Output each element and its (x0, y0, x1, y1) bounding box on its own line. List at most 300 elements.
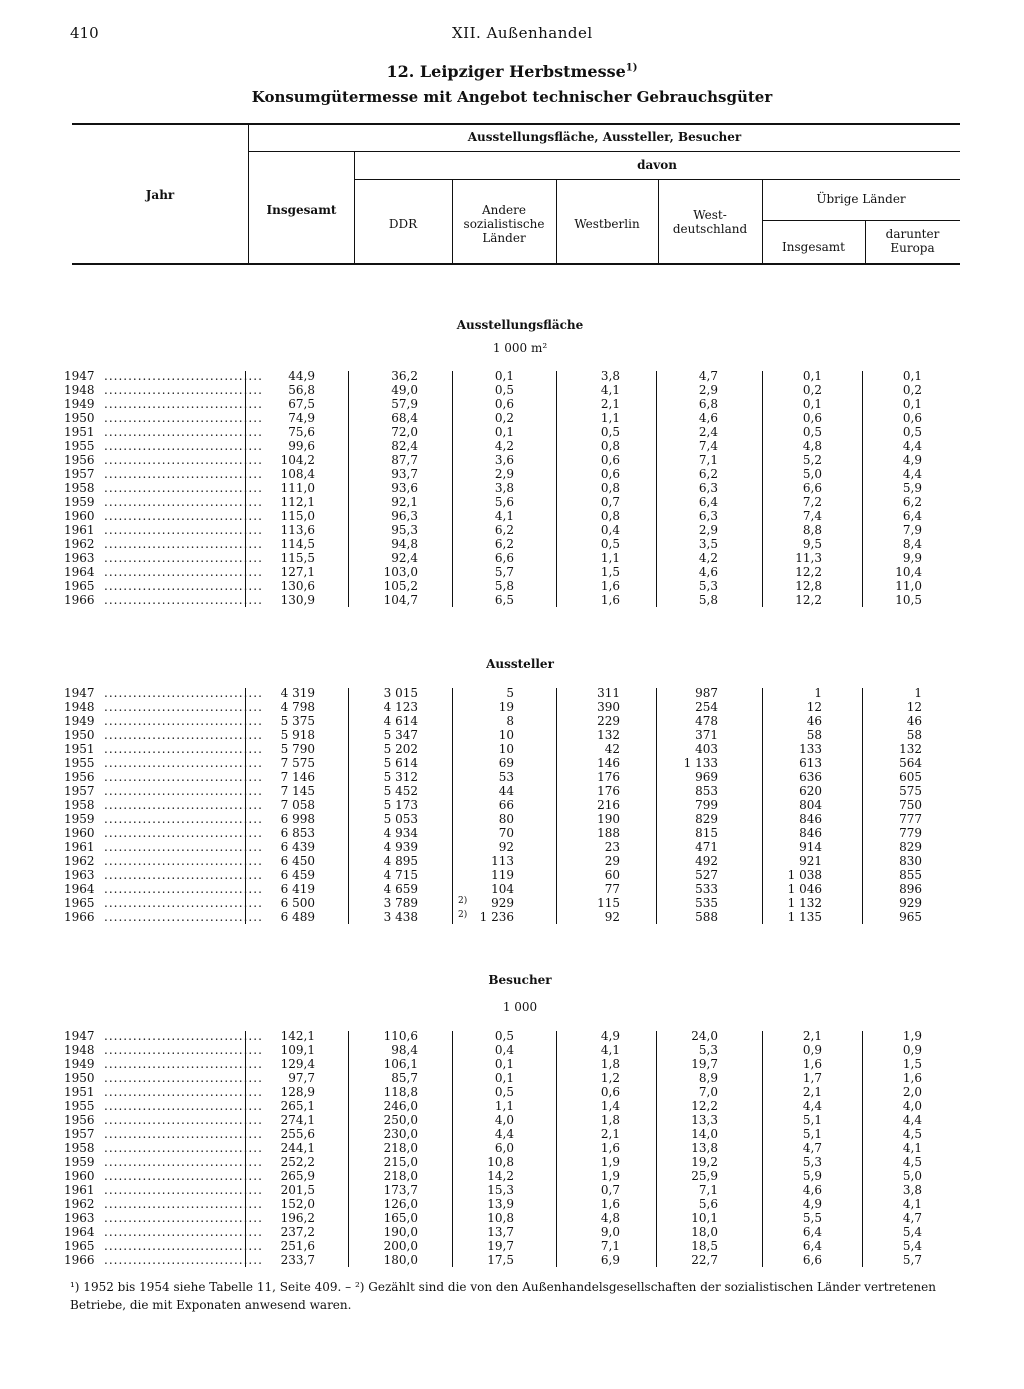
row-year: 1965 (64, 579, 95, 593)
cell-insgesamt: 130,6 (280, 579, 315, 593)
cell-andere-sozialistische-laender: 53 (498, 770, 514, 784)
cell-uebrige-insgesamt: 1 (814, 686, 822, 700)
leader-dots: ................................. (104, 854, 263, 868)
cell-andere-sozialistische-laender: 1,1 (494, 1099, 514, 1113)
row-year: 1947 (64, 369, 95, 383)
cell-westdeutschland: 403 (695, 742, 718, 756)
cell-uebrige-insgesamt: 12 (806, 700, 822, 714)
cell-uebrige-insgesamt: 4,6 (802, 1183, 822, 1197)
cell-darunter-europa: 1,6 (902, 1071, 922, 1085)
leader-dots: ................................. (104, 1253, 263, 1267)
cell-westdeutschland: 5,8 (698, 593, 718, 607)
cell-ddr: 106,1 (383, 1057, 418, 1071)
cell-ddr: 94,8 (391, 537, 418, 551)
cell-darunter-europa: 5,0 (902, 1169, 922, 1183)
cell-westberlin: 0,8 (600, 439, 620, 453)
cell-uebrige-insgesamt: 0,1 (802, 397, 822, 411)
cell-darunter-europa: 5,4 (902, 1239, 922, 1253)
cell-insgesamt: 115,5 (280, 551, 315, 565)
cell-insgesamt: 127,1 (280, 565, 315, 579)
cell-westdeutschland: 853 (695, 784, 718, 798)
cell-andere-sozialistische-laender: 6,0 (494, 1141, 514, 1155)
table-row (60, 770, 960, 784)
table-row (60, 854, 960, 868)
cell-insgesamt: 75,6 (288, 425, 315, 439)
cell-uebrige-insgesamt: 4,8 (802, 439, 822, 453)
cell-westdeutschland: 2,9 (698, 383, 718, 397)
cell-ddr: 218,0 (383, 1169, 418, 1183)
cell-westdeutschland: 18,5 (691, 1239, 718, 1253)
cell-insgesamt: 142,1 (280, 1029, 315, 1043)
cell-westberlin: 1,6 (600, 1141, 620, 1155)
cell-insgesamt: 4 798 (280, 700, 315, 714)
cell-westberlin: 1,1 (600, 411, 620, 425)
cell-darunter-europa: 7,9 (902, 523, 922, 537)
cell-ddr: 93,6 (391, 481, 418, 495)
row-year: 1948 (64, 1043, 95, 1057)
table-row (60, 1183, 960, 1197)
table-row (60, 1043, 960, 1057)
cell-ddr: 3 438 (383, 910, 418, 924)
cell-westberlin: 1,1 (600, 551, 620, 565)
leader-dots: ................................. (104, 467, 263, 481)
cell-uebrige-insgesamt: 613 (799, 756, 822, 770)
cell-westdeutschland: 4,6 (698, 565, 718, 579)
cell-andere-sozialistische-laender: 0,1 (494, 1071, 514, 1085)
cell-andere-sozialistische-laender: 17,5 (487, 1253, 514, 1267)
cell-ddr: 215,0 (383, 1155, 418, 1169)
cell-andere-sozialistische-laender: 113 (491, 854, 514, 868)
cell-ddr: 87,7 (391, 453, 418, 467)
cell-insgesamt: 6 853 (280, 826, 315, 840)
cell-andere-sozialistische-laender: 1 236 (479, 910, 514, 924)
cell-andere-sozialistische-laender: 14,2 (487, 1169, 514, 1183)
cell-insgesamt: 6 489 (280, 910, 315, 924)
cell-westberlin: 0,6 (600, 453, 620, 467)
cell-uebrige-insgesamt: 58 (806, 728, 822, 742)
cell-westdeutschland: 13,3 (691, 1113, 718, 1127)
cell-ddr: 96,3 (391, 509, 418, 523)
cell-westberlin: 1,9 (600, 1169, 620, 1183)
cell-ddr: 5 053 (383, 812, 418, 826)
cell-uebrige-insgesamt: 7,2 (802, 495, 822, 509)
cell-westberlin: 2,1 (600, 1127, 620, 1141)
cell-darunter-europa: 4,4 (902, 439, 922, 453)
table-row (60, 509, 960, 523)
cell-insgesamt: 67,5 (288, 397, 315, 411)
leader-dots: ................................. (104, 1197, 263, 1211)
cell-westdeutschland: 8,9 (698, 1071, 718, 1085)
table-row (60, 882, 960, 896)
leader-dots: ................................. (104, 700, 263, 714)
cell-darunter-europa: 2,0 (902, 1085, 922, 1099)
cell-westberlin: 1,6 (600, 579, 620, 593)
header-west-line: West- (693, 208, 727, 222)
cell-westberlin: 176 (597, 784, 620, 798)
cell-darunter-europa: 6,4 (902, 509, 922, 523)
row-year: 1962 (64, 1197, 95, 1211)
cell-westberlin: 1,4 (600, 1099, 620, 1113)
cell-westdeutschland: 987 (695, 686, 718, 700)
table-row (60, 784, 960, 798)
cell-westdeutschland: 815 (695, 826, 718, 840)
cell-insgesamt: 130,9 (280, 593, 315, 607)
row-year: 1950 (64, 411, 95, 425)
table-row (60, 439, 960, 453)
row-year: 1964 (64, 1225, 95, 1239)
cell-westdeutschland: 4,6 (698, 411, 718, 425)
cell-westdeutschland: 5,3 (698, 579, 718, 593)
cell-insgesamt: 233,7 (280, 1253, 315, 1267)
row-year: 1958 (64, 1141, 95, 1155)
leader-dots: ................................. (104, 593, 263, 607)
leader-dots: ................................. (104, 728, 263, 742)
cell-ddr: 104,7 (383, 593, 418, 607)
row-year: 1957 (64, 1127, 95, 1141)
cell-ddr: 230,0 (383, 1127, 418, 1141)
leader-dots: ................................. (104, 1183, 263, 1197)
row-year: 1951 (64, 742, 95, 756)
cell-insgesamt: 6 459 (280, 868, 315, 882)
cell-darunter-europa: 965 (899, 910, 922, 924)
cell-ddr: 180,0 (383, 1253, 418, 1267)
cell-ddr: 36,2 (391, 369, 418, 383)
cell-andere-sozialistische-laender: 0,1 (494, 369, 514, 383)
leader-dots: ................................. (104, 1141, 263, 1155)
cell-westdeutschland: 492 (695, 854, 718, 868)
cell-ddr: 95,3 (391, 523, 418, 537)
cell-insgesamt: 251,6 (280, 1239, 315, 1253)
row-year: 1960 (64, 509, 95, 523)
table-row (60, 1239, 960, 1253)
cell-andere-sozialistische-laender: 92 (498, 840, 514, 854)
header-jahr: Jahr (145, 188, 175, 202)
header-darunter-line: darunter (885, 227, 940, 241)
cell-westdeutschland: 14,0 (691, 1127, 718, 1141)
cell-insgesamt: 6 419 (280, 882, 315, 896)
leader-dots: ................................. (104, 397, 263, 411)
leader-dots: ................................. (104, 742, 263, 756)
cell-insgesamt: 5 375 (280, 714, 315, 728)
cell-uebrige-insgesamt: 12,2 (795, 593, 822, 607)
leader-dots: ................................. (104, 481, 263, 495)
cell-westdeutschland: 588 (695, 910, 718, 924)
cell-andere-sozialistische-laender: 8 (506, 714, 514, 728)
row-year: 1966 (64, 910, 95, 924)
row-year: 1958 (64, 798, 95, 812)
cell-ddr: 218,0 (383, 1141, 418, 1155)
table-row (60, 1099, 960, 1113)
leader-dots: ................................. (104, 1029, 263, 1043)
cell-insgesamt: 274,1 (280, 1113, 315, 1127)
cell-uebrige-insgesamt: 12,2 (795, 565, 822, 579)
cell-insgesamt: 152,0 (280, 1197, 315, 1211)
cell-westdeutschland: 471 (695, 840, 718, 854)
cell-darunter-europa: 750 (899, 798, 922, 812)
row-year: 1949 (64, 397, 95, 411)
cell-ddr: 82,4 (391, 439, 418, 453)
cell-westberlin: 1,2 (600, 1071, 620, 1085)
table-row (60, 495, 960, 509)
cell-westdeutschland: 5,3 (698, 1043, 718, 1057)
cell-insgesamt: 7 146 (280, 770, 315, 784)
table-row (60, 1071, 960, 1085)
row-year: 1965 (64, 896, 95, 910)
cell-westdeutschland: 6,3 (698, 481, 718, 495)
table-row (60, 700, 960, 714)
leader-dots: ................................. (104, 826, 263, 840)
cell-ddr: 5 452 (383, 784, 418, 798)
cell-insgesamt: 252,2 (280, 1155, 315, 1169)
row-year: 1966 (64, 593, 95, 607)
table-row (60, 1141, 960, 1155)
header-uebrige-rule (762, 220, 960, 221)
cell-uebrige-insgesamt: 921 (799, 854, 822, 868)
table-row (60, 910, 960, 924)
leader-dots: ................................. (104, 714, 263, 728)
row-year: 1956 (64, 1113, 95, 1127)
cell-andere-sozialistische-laender: 5,8 (494, 579, 514, 593)
section-unit: 1 000 m² (492, 341, 548, 355)
cell-westdeutschland: 12,2 (691, 1099, 718, 1113)
table-row (60, 686, 960, 700)
leader-dots: ................................. (104, 770, 263, 784)
header-uebrige: Übrige Länder (816, 192, 906, 206)
row-year: 1951 (64, 1085, 95, 1099)
cell-uebrige-insgesamt: 5,0 (802, 467, 822, 481)
header-darunter-line: Europa (890, 241, 935, 255)
cell-westberlin: 1,8 (600, 1113, 620, 1127)
cell-darunter-europa: 4,9 (902, 453, 922, 467)
row-year: 1955 (64, 1099, 95, 1113)
table-row (60, 1169, 960, 1183)
cell-insgesamt: 115,0 (280, 509, 315, 523)
cell-westberlin: 92 (604, 910, 620, 924)
cell-darunter-europa: 4,1 (902, 1141, 922, 1155)
leader-dots: ................................. (104, 840, 263, 854)
row-year: 1961 (64, 840, 95, 854)
cell-darunter-europa: 58 (906, 728, 922, 742)
cell-ddr: 190,0 (383, 1225, 418, 1239)
cell-uebrige-insgesamt: 0,9 (802, 1043, 822, 1057)
cell-insgesamt: 6 439 (280, 840, 315, 854)
cell-westberlin: 229 (597, 714, 620, 728)
leader-dots: ................................. (104, 1043, 263, 1057)
cell-ddr: 3 015 (383, 686, 418, 700)
table-row (60, 383, 960, 397)
cell-westdeutschland: 13,8 (691, 1141, 718, 1155)
cell-ddr: 103,0 (383, 565, 418, 579)
cell-andere-sozialistische-laender: 6,2 (494, 523, 514, 537)
cell-andere-sozialistische-laender: 4,0 (494, 1113, 514, 1127)
cell-ddr: 72,0 (391, 425, 418, 439)
cell-andere-sozialistische-laender: 4,2 (494, 439, 514, 453)
cell-uebrige-insgesamt: 7,4 (802, 509, 822, 523)
table-row (60, 369, 960, 383)
table-row (60, 453, 960, 467)
cell-westberlin: 4,1 (600, 383, 620, 397)
cell-westdeutschland: 7,0 (698, 1085, 718, 1099)
cell-andere-sozialistische-laender: 44 (498, 784, 514, 798)
cell-westberlin: 190 (597, 812, 620, 826)
cell-andere-sozialistische-laender: 70 (498, 826, 514, 840)
cell-darunter-europa: 0,1 (902, 397, 922, 411)
cell-ddr: 105,2 (383, 579, 418, 593)
cell-andere-sozialistische-laender: 5,7 (494, 565, 514, 579)
leader-dots: ................................. (104, 495, 263, 509)
table-row (60, 537, 960, 551)
cell-darunter-europa: 5,9 (902, 481, 922, 495)
cell-andere-sozialistische-laender: 6,6 (494, 551, 514, 565)
cell-westberlin: 1,6 (600, 593, 620, 607)
cell-westberlin: 0,6 (600, 1085, 620, 1099)
leader-dots: ................................. (104, 411, 263, 425)
row-year: 1963 (64, 551, 95, 565)
cell-insgesamt: 56,8 (288, 383, 315, 397)
cell-ddr: 68,4 (391, 411, 418, 425)
header-group: Ausstellungsfläche, Aussteller, Besucher (467, 130, 742, 144)
row-year: 1959 (64, 1155, 95, 1169)
row-year: 1964 (64, 882, 95, 896)
header-divider (248, 125, 249, 263)
cell-ddr: 92,4 (391, 551, 418, 565)
cell-westberlin: 4,8 (600, 1211, 620, 1225)
row-year: 1948 (64, 383, 95, 397)
section-title: Aussteller (486, 657, 554, 671)
table-row (60, 868, 960, 882)
header-group-rule (249, 151, 960, 152)
leader-dots: ................................. (104, 579, 263, 593)
cell-westberlin: 0,5 (600, 537, 620, 551)
cell-insgesamt: 104,2 (280, 453, 315, 467)
table-row (60, 579, 960, 593)
cell-insgesamt: 6 998 (280, 812, 315, 826)
cell-ddr: 5 614 (383, 756, 418, 770)
cell-darunter-europa: 10,5 (895, 593, 922, 607)
row-year: 1950 (64, 1071, 95, 1085)
cell-westberlin: 390 (597, 700, 620, 714)
cell-andere-sozialistische-laender: 2,9 (494, 467, 514, 481)
cell-insgesamt: 5 790 (280, 742, 315, 756)
cell-uebrige-insgesamt: 2,1 (802, 1085, 822, 1099)
table-row (60, 896, 960, 910)
row-year: 1966 (64, 1253, 95, 1267)
leader-dots: ................................. (104, 1127, 263, 1141)
cell-darunter-europa: 830 (899, 854, 922, 868)
cell-westberlin: 9,0 (600, 1225, 620, 1239)
cell-darunter-europa: 4,1 (902, 1197, 922, 1211)
leader-dots: ................................. (104, 1113, 263, 1127)
table-title (0, 62, 1024, 81)
cell-andere-sozialistische-laender: 13,9 (487, 1197, 514, 1211)
cell-uebrige-insgesamt: 5,3 (802, 1155, 822, 1169)
cell-westdeutschland: 371 (695, 728, 718, 742)
cell-darunter-europa: 1 (914, 686, 922, 700)
cell-andere-sozialistische-laender: 10,8 (487, 1155, 514, 1169)
cell-ddr: 3 789 (383, 896, 418, 910)
cell-westdeutschland: 254 (695, 700, 718, 714)
row-year: 1957 (64, 784, 95, 798)
cell-uebrige-insgesamt: 9,5 (802, 537, 822, 551)
row-year: 1964 (64, 565, 95, 579)
cell-insgesamt: 7 145 (280, 784, 315, 798)
cell-westdeutschland: 25,9 (691, 1169, 718, 1183)
leader-dots: ................................. (104, 369, 263, 383)
cell-westdeutschland: 2,9 (698, 523, 718, 537)
cell-andere-sozialistische-laender: 3,8 (494, 481, 514, 495)
cell-westberlin: 4,9 (600, 1029, 620, 1043)
cell-insgesamt: 128,9 (280, 1085, 315, 1099)
table-row (60, 812, 960, 826)
cell-darunter-europa: 4,4 (902, 1113, 922, 1127)
table-row (60, 826, 960, 840)
cell-westberlin: 1,6 (600, 1197, 620, 1211)
cell-westberlin: 115 (597, 896, 620, 910)
cell-ddr: 57,9 (391, 397, 418, 411)
cell-uebrige-insgesamt: 0,2 (802, 383, 822, 397)
cell-westdeutschland: 1 133 (683, 756, 718, 770)
cell-ddr: 5 202 (383, 742, 418, 756)
cell-ddr: 5 347 (383, 728, 418, 742)
header-andere-line: Andere (481, 203, 526, 217)
cell-darunter-europa: 1,9 (902, 1029, 922, 1043)
cell-ddr: 4 123 (383, 700, 418, 714)
leader-dots: ................................. (104, 896, 263, 910)
cell-darunter-europa: 929 (899, 896, 922, 910)
cell-ddr: 200,0 (383, 1239, 418, 1253)
header-andere-line: sozialistische (463, 217, 545, 231)
cell-westdeutschland: 829 (695, 812, 718, 826)
row-year: 1955 (64, 439, 95, 453)
row-year: 1956 (64, 770, 95, 784)
table-row (60, 411, 960, 425)
table-row (60, 1085, 960, 1099)
cell-westdeutschland: 24,0 (691, 1029, 718, 1043)
row-year: 1955 (64, 756, 95, 770)
cell-darunter-europa: 6,2 (902, 495, 922, 509)
cell-darunter-europa: 4,7 (902, 1211, 922, 1225)
cell-westdeutschland: 2,4 (698, 425, 718, 439)
cell-westdeutschland: 799 (695, 798, 718, 812)
cell-westberlin: 311 (597, 686, 620, 700)
cell-westberlin: 77 (604, 882, 620, 896)
cell-andere-sozialistische-laender: 3,6 (494, 453, 514, 467)
row-year: 1965 (64, 1239, 95, 1253)
cell-insgesamt: 265,9 (280, 1169, 315, 1183)
cell-darunter-europa: 1,5 (902, 1057, 922, 1071)
table-row (60, 551, 960, 565)
footnote-marker: 2) (458, 910, 468, 920)
table-title-note: 1) (625, 62, 638, 74)
row-year: 1962 (64, 537, 95, 551)
cell-ddr: 5 312 (383, 770, 418, 784)
leader-dots: ................................. (104, 756, 263, 770)
cell-insgesamt: 74,9 (288, 411, 315, 425)
leader-dots: ................................. (104, 1099, 263, 1113)
cell-westdeutschland: 7,1 (698, 1183, 718, 1197)
cell-uebrige-insgesamt: 2,1 (802, 1029, 822, 1043)
leader-dots: ................................. (104, 686, 263, 700)
leader-dots: ................................. (104, 1155, 263, 1169)
table-row (60, 1211, 960, 1225)
leader-dots: ................................. (104, 1239, 263, 1253)
cell-darunter-europa: 0,9 (902, 1043, 922, 1057)
cell-westdeutschland: 18,0 (691, 1225, 718, 1239)
leader-dots: ................................. (104, 1085, 263, 1099)
table-row (60, 1155, 960, 1169)
section-unit: 1 000 (502, 1000, 538, 1014)
cell-westberlin: 3,8 (600, 369, 620, 383)
